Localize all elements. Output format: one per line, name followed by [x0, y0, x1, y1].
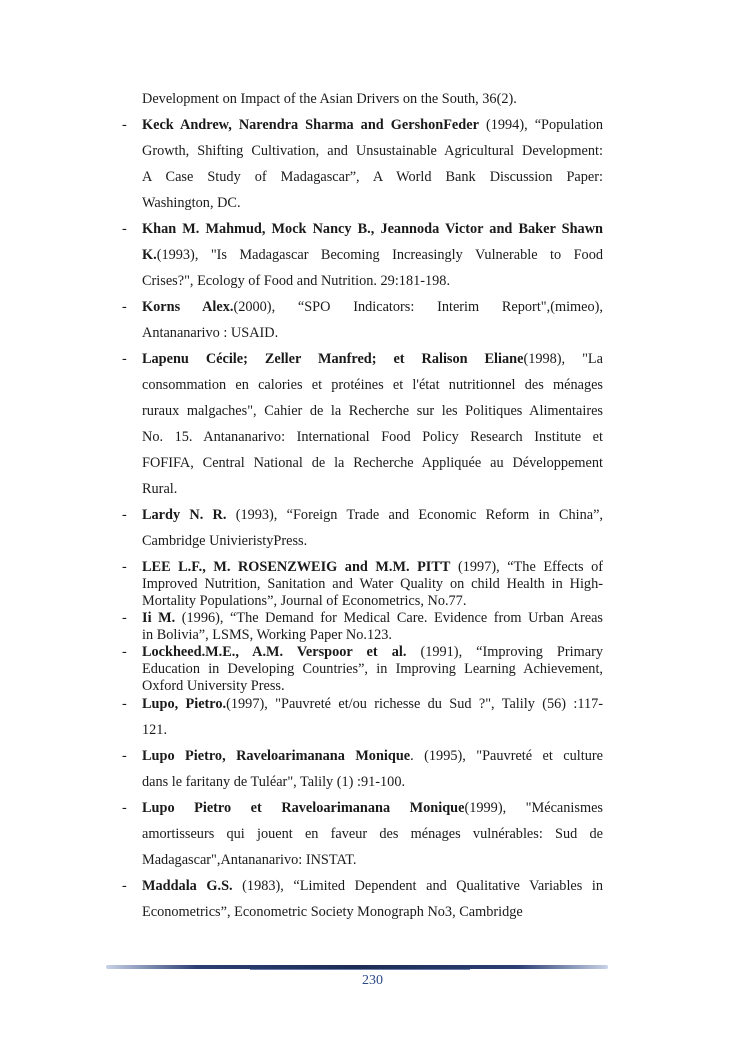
- list-bullet: -: [122, 299, 127, 315]
- reference-line: [142, 142, 603, 160]
- reference-text: (1997), "Pauvreté et/ou richesse du Sud ?", Talily (56) :117-: [226, 696, 604, 712]
- reference-text: (1996), “The Demand for Medical Care. Evidence from Urban Areas: [175, 610, 603, 626]
- reference-line: [142, 695, 603, 713]
- reference-author: Lardy N. R.: [142, 507, 227, 523]
- reference-text: (1991), “Improving Primary: [406, 644, 603, 660]
- reference-line: [142, 643, 603, 661]
- reference-text: Rural.: [142, 481, 178, 497]
- reference-text: (1997), “The Effects of: [450, 559, 603, 575]
- reference-line: [142, 220, 603, 238]
- reference-text: ruraux malgaches", Cahier de la Recherche sur les Politiques Alimentaires: [142, 403, 603, 419]
- reference-line: [142, 246, 603, 264]
- reference-text: Oxford University Press.: [142, 678, 285, 694]
- reference-line: [142, 773, 603, 791]
- reference-line: [142, 272, 603, 290]
- reference-line: [142, 592, 603, 610]
- reference-text: Antananarivo : USAID.: [142, 325, 279, 341]
- reference-text: Cambridge UnivieristyPress.: [142, 533, 308, 549]
- reference-author: Lupo Pietro et Raveloarimanana Monique: [142, 800, 465, 816]
- reference-author: Lupo Pietro, Raveloarimanana Monique: [142, 748, 411, 764]
- list-bullet: -: [122, 878, 127, 894]
- reference-line: [142, 532, 603, 550]
- reference-text: Improved Nutrition, Sanitation and Water Quality on child Health in High-: [142, 576, 603, 592]
- reference-author: Khan M. Mahmud, Mock Nancy B., Jeannoda Victor and Baker Shawn: [142, 221, 603, 237]
- list-bullet: -: [122, 644, 127, 660]
- reference-author: Korns Alex.: [142, 299, 234, 315]
- reference-line: [142, 877, 603, 895]
- footer-rule-shadow: [250, 969, 470, 970]
- reference-line: [142, 903, 603, 921]
- reference-author: Maddala G.S.: [142, 878, 233, 894]
- page-number: 230: [362, 973, 383, 988]
- reference-author: Ii M.: [142, 610, 176, 626]
- list-bullet: -: [122, 748, 127, 764]
- reference-line: [142, 799, 603, 817]
- reference-line: [142, 298, 603, 316]
- reference-author: Lapenu Cécile; Zeller Manfred; et Ralison Eliane: [142, 351, 524, 367]
- reference-text: Econometrics”, Econometric Society Monograph No3, Cambridge: [142, 904, 523, 920]
- reference-line: [142, 454, 603, 472]
- reference-text: Madagascar",Antananarivo: INSTAT.: [142, 852, 357, 868]
- reference-line: [142, 677, 603, 695]
- reference-text: A Case Study of Madagascar”, A World Bank Discussion Paper:: [142, 169, 603, 185]
- reference-line: [142, 350, 603, 368]
- reference-text: No. 15. Antananarivo: International Food Policy Research Institute et: [142, 429, 603, 445]
- reference-line: [142, 480, 603, 498]
- reference-text: 121.: [142, 722, 168, 738]
- reference-line: [142, 747, 603, 765]
- reference-text: Growth, Shifting Cultivation, and Unsustainable Agricultural Development:: [142, 143, 603, 159]
- reference-line: [142, 116, 603, 134]
- reference-text: dans le faritany de Tuléar", Talily (1) :91-100.: [142, 774, 406, 790]
- reference-line: [142, 90, 603, 108]
- reference-text: in Bolivia”, LSMS, Working Paper No.123.: [142, 627, 392, 643]
- reference-line: [142, 558, 603, 576]
- list-bullet: -: [122, 610, 127, 626]
- reference-author: LEE L.F., M. ROSENZWEIG and M.M. PITT: [142, 559, 451, 575]
- reference-line: [142, 376, 603, 394]
- reference-text: consommation en calories et protéines et l'état nutritionnel des ménages: [142, 377, 603, 393]
- list-bullet: -: [122, 559, 127, 575]
- reference-line: [142, 609, 603, 627]
- reference-line: [142, 825, 603, 843]
- reference-text: Washington, DC.: [142, 195, 241, 211]
- reference-line: [142, 660, 603, 678]
- list-bullet: -: [122, 696, 127, 712]
- reference-text: (1983), “Limited Dependent and Qualitative Variables in: [232, 878, 604, 894]
- reference-line: [142, 402, 603, 420]
- reference-text: (1998), "La: [523, 351, 603, 367]
- reference-line: [142, 324, 603, 342]
- reference-text: Education in Developing Countries”, in Improving Learning Achievement,: [142, 661, 603, 677]
- list-bullet: -: [122, 117, 127, 133]
- reference-author: Lockheed.M.E., A.M. Verspoor et al.: [142, 644, 407, 660]
- reference-text: Development on Impact of the Asian Drivers on the South, 36(2).: [142, 91, 517, 107]
- list-bullet: -: [122, 800, 127, 816]
- reference-line: [142, 194, 603, 212]
- reference-text: (1994), “Population: [478, 117, 603, 133]
- list-bullet: -: [122, 221, 127, 237]
- reference-author: K.: [142, 247, 157, 263]
- reference-author: Lupo, Pietro.: [142, 696, 227, 712]
- reference-text: FOFIFA, Central National de la Recherche Appliquée au Développement: [142, 455, 603, 471]
- reference-text: amortisseurs qui jouent en faveur des ménages vulnérables: Sud de: [142, 826, 603, 842]
- reference-line: [142, 506, 603, 524]
- reference-line: [142, 575, 603, 593]
- reference-text: (2000), “SPO Indicators: Interim Report",(mimeo),: [233, 299, 604, 315]
- reference-line: [142, 851, 603, 869]
- reference-text: . (1995), "Pauvreté et culture: [410, 748, 603, 764]
- reference-line: [142, 721, 603, 739]
- reference-text: (1993), “Foreign Trade and Economic Reform in China”,: [226, 507, 603, 523]
- reference-line: [142, 168, 603, 186]
- reference-text: Mortality Populations”, Journal of Econometrics, No.77.: [142, 593, 467, 609]
- reference-line: [142, 428, 603, 446]
- reference-line: [142, 626, 603, 644]
- reference-text: Crises?", Ecology of Food and Nutrition. 29:181-198.: [142, 273, 451, 289]
- list-bullet: -: [122, 507, 127, 523]
- reference-author: Keck Andrew, Narendra Sharma and GershonFeder: [142, 117, 479, 133]
- reference-text: (1999), "Mécanismes: [464, 800, 603, 816]
- reference-text: (1993), "Is Madagascar Becoming Increasingly Vulnerable to Food: [156, 247, 603, 263]
- list-bullet: -: [122, 351, 127, 367]
